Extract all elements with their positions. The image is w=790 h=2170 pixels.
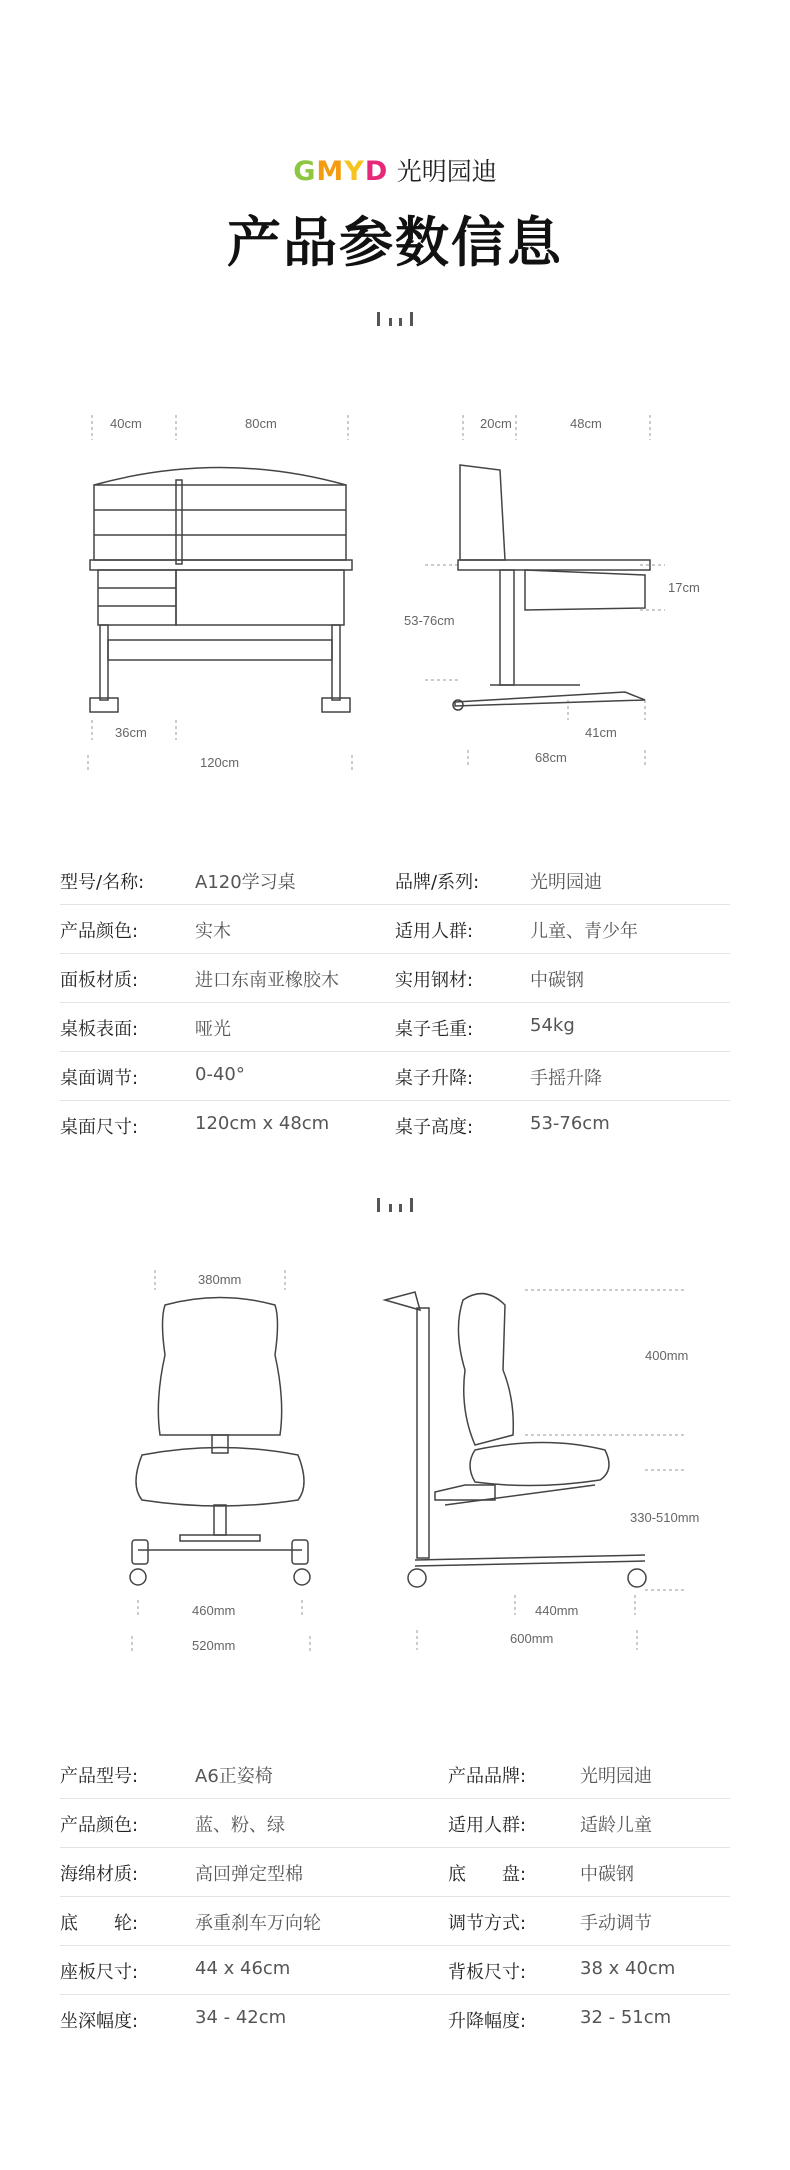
chair-front-diagram [120,1260,340,1660]
chair-front-dim-460: 460mm [192,1603,236,1618]
spec-label: 面板材质: [60,970,139,991]
desk-spec-table [60,856,730,1150]
section-divider-icon [375,310,415,330]
spec-label: 桌子高度: [395,1117,474,1138]
desk-front-dim-80: 80cm [245,416,277,431]
spec-row [60,1848,730,1897]
spec-label: 产品颜色: [60,1815,139,1836]
spec-label: 产品颜色: [60,921,139,942]
spec-row [60,1101,730,1150]
spec-label: 海绵材质: [60,1864,139,1885]
brand-name: 光明园迪 [396,157,497,186]
chair-front-dim-520: 520mm [192,1638,236,1653]
page-title: 产品参数信息 [227,211,563,274]
spec-label: 桌子升降: [395,1068,474,1089]
spec-row [60,1003,730,1052]
spec-label: 坐深幅度: [60,2011,139,2032]
desk-side-dim-41: 41cm [585,725,617,740]
spec-value: 38 x 40cm [580,1958,676,1979]
spec-label: 底 盘: [448,1864,527,1885]
spec-value: 34 - 42cm [195,2007,287,2028]
spec-label: 适用人群: [395,921,474,942]
spec-value: A6正姿椅 [195,1766,273,1787]
chair-side-dim-400: 400mm [645,1348,689,1363]
spec-row [60,1897,730,1946]
desk-front-dim-40: 40cm [110,416,142,431]
spec-label: 桌板表面: [60,1019,139,1040]
spec-value: 实木 [195,921,231,942]
spec-label: 背板尺寸: [448,1962,527,1983]
spec-row [60,1750,730,1799]
spec-label: 升降幅度: [448,2011,527,2032]
spec-value: 手摇升降 [530,1068,602,1089]
spec-value: 高回弹定型棉 [195,1864,303,1885]
spec-value: 120cm x 48cm [195,1113,330,1134]
spec-value: 手动调节 [580,1913,652,1934]
section-divider-icon [375,1196,415,1216]
chair-side-dim-height: 330-510mm [630,1510,700,1525]
spec-label: 产品品牌: [448,1766,527,1787]
spec-value: 适龄儿童 [580,1815,652,1836]
spec-label: 产品型号: [60,1766,139,1787]
spec-value: 光明园迪 [530,872,602,893]
spec-row [60,1995,730,2044]
chair-front-dim-380: 380mm [198,1272,242,1287]
brand-logo [0,152,790,186]
spec-label: 适用人群: [448,1815,527,1836]
spec-value: 哑光 [195,1019,231,1040]
spec-label: 型号/名称: [60,872,145,893]
spec-row [60,856,730,905]
spec-label: 桌面调节: [60,1068,139,1089]
desk-side-diagram [400,400,730,780]
spec-value: 0-40° [195,1064,245,1085]
desk-front-dim-36: 36cm [115,725,147,740]
desk-side-dim-20: 20cm [480,416,512,431]
spec-value: 32 - 51cm [580,2007,672,2028]
chair-side-dim-600: 600mm [510,1631,554,1646]
desk-side-dim-height: 53-76cm [404,613,455,628]
spec-row [60,954,730,1003]
chair-side-diagram [375,1260,730,1660]
chair-spec-table [60,1750,730,2044]
logo-letter-m: M [316,156,345,187]
desk-side-dim-68: 68cm [535,750,567,765]
spec-value: 光明园迪 [580,1766,652,1787]
spec-value: 进口东南亚橡胶木 [195,970,339,991]
spec-value: 44 x 46cm [195,1958,291,1979]
spec-label: 调节方式: [448,1913,527,1934]
spec-value: 蓝、粉、绿 [195,1815,285,1836]
spec-row [60,905,730,954]
spec-value: 54kg [530,1015,575,1036]
desk-front-diagram [70,400,370,780]
desk-side-dim-48: 48cm [570,416,602,431]
logo-letter-d: D [364,156,389,187]
desk-front-dim-120: 120cm [200,755,240,770]
spec-value: 53-76cm [530,1113,610,1134]
spec-value: A120学习桌 [195,872,296,893]
spec-row [60,1052,730,1101]
spec-label: 座板尺寸: [60,1962,139,1983]
spec-value: 承重刹车万向轮 [195,1913,321,1934]
spec-row [60,1946,730,1995]
spec-label: 桌面尺寸: [60,1117,139,1138]
logo-letter-y: Y [344,156,365,187]
spec-label: 底 轮: [60,1913,139,1934]
spec-label: 品牌/系列: [395,872,480,893]
spec-label: 实用钢材: [395,970,474,991]
spec-value: 中碳钢 [580,1864,634,1885]
spec-value: 儿童、青少年 [530,921,638,942]
spec-value: 中碳钢 [530,970,584,991]
desk-side-dim-17: 17cm [668,580,700,595]
spec-row [60,1799,730,1848]
spec-label: 桌子毛重: [395,1019,474,1040]
chair-side-dim-440: 440mm [535,1603,579,1618]
logo-letter-g: G [293,156,317,187]
